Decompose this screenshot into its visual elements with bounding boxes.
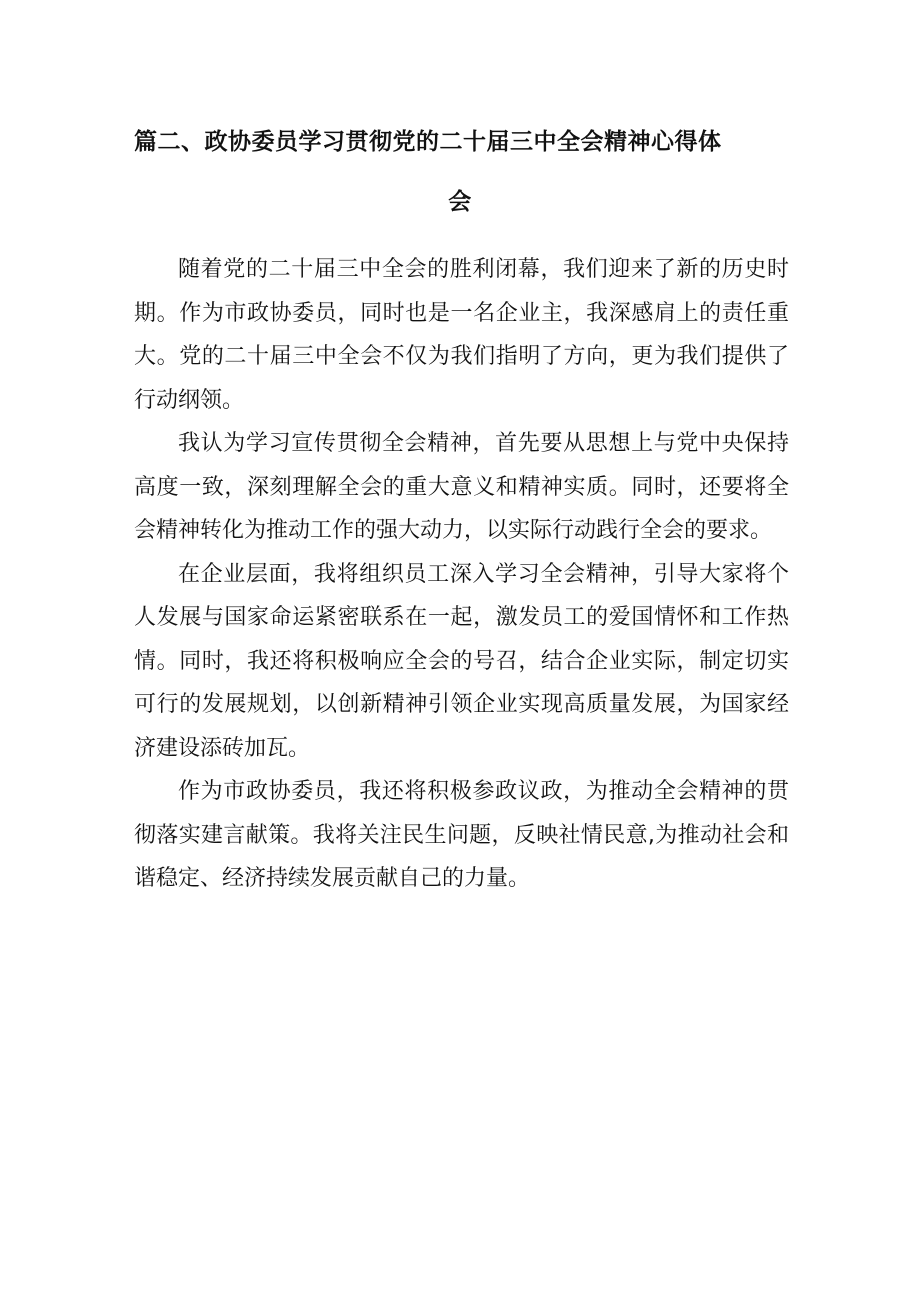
paragraph-3: 在企业层面，我将组织员工深入学习全会精神，引导大家将个人发展与国家命运紧密联系在一起，激发员工的爱国情怀和工作热情。同时，我还将积极响应全会的号召，结合企业实际，制定切实可行的发展规划，以创新精神引领企业实现高质量发展，为国家经济建设添砖加瓦。 [134,561,789,761]
paragraph-2: 我认为学习宣传贯彻全会精神，首先要从思想上与党中央保持高度一致，深刻理解全会的重大意义和精神实质。同时，还要将全会精神转化为推动工作的强大动力，以实际行动践行全会的要求。 [134,431,789,543]
paragraph-4: 作为市政协委员，我还将积极参政议政，为推动全会精神的贯彻落实建言献策。我将关注民生问题，反映社情民意,为推动社会和谐稳定、经济持续发展贡献自己的力量。 [134,779,789,891]
document-title [134,112,786,232]
document-body [134,248,789,901]
paragraph-1: 随着党的二十届三中全会的胜利闭幕，我们迎来了新的历史时期。作为市政协委员，同时也是一名企业主，我深感肩上的责任重大。党的二十届三中全会不仅为我们指明了方向，更为我们提供了行动纲领。 [134,257,789,413]
title-line-1: 篇二、政协委员学习贯彻党的二十届三中全会精神心得体 [134,129,722,155]
title-line-2: 会 [448,189,472,215]
